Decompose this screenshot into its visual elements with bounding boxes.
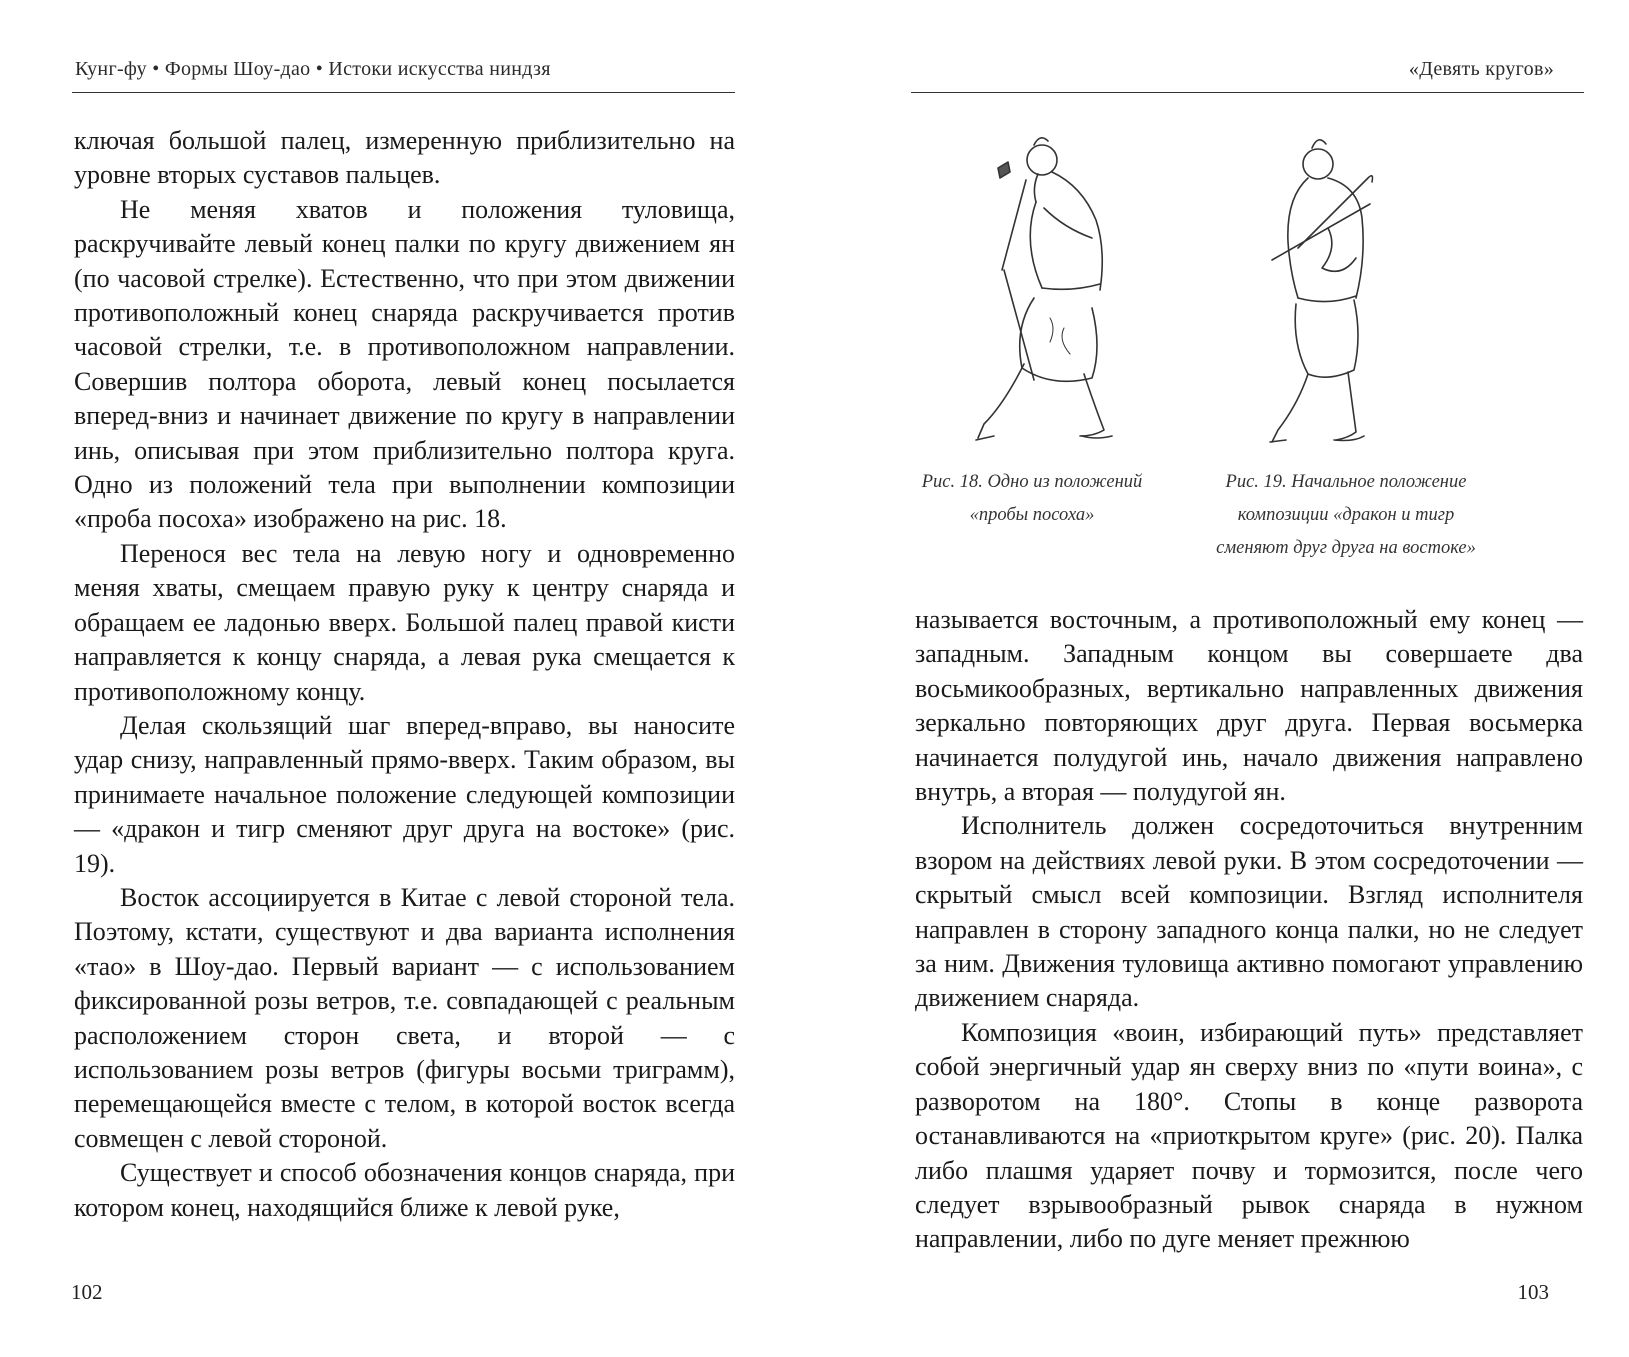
page-number: 102 — [71, 1280, 103, 1304]
left-page — [0, 0, 800, 1357]
header-rule — [72, 92, 735, 93]
paragraph: Существует и способ обозначения концов снаряда, при котором конец, находящийся ближе к левой руке, — [74, 1158, 735, 1222]
paragraph: Композиция «воин, избирающий путь» представляет собой энергичный удар ян сверху вниз по «пути воина», с разворотом на 180°. Стопы в конце разворота останавливаются на «приоткрытом круге» (рис. 20). Палка либо плашмя ударяет почву и тормозится, после чего следует взрывообразный рывок снаряда в нужном направлении, либо по дуге меняет прежнюю — [915, 1017, 1583, 1254]
caption-line: «пробы посоха» — [969, 505, 1095, 525]
paragraph: Перенося вес тела на левую ногу и одновременно меняя хваты, смещаем правую руку к центру снаряда и обращаем ее ладонью вверх. Большой палец правой кисти направляется к концу снаряда, а левая рука смещается к противоположному концу. — [74, 538, 735, 706]
caption-line: Рис. 18. Одно из положений — [921, 472, 1143, 492]
right-page — [800, 0, 1629, 1357]
figure-19-caption — [1198, 466, 1494, 565]
caption-line: Рис. 19. Начальное положение — [1225, 472, 1467, 492]
figure-18-illustration — [964, 128, 1154, 448]
paragraph: Исполнитель должен сосредоточиться внутренним взором на действиях левой руки. В этом сосредоточении —скрытый смысл всей композиции. Взгляд исполнителя направлен в сторону западного конца палки, но не следует за ним. Движения туловища активно помогают управлению движением снаряда. — [915, 811, 1583, 1013]
caption-line: композиции «дракон и тигр — [1237, 505, 1455, 525]
figure-18-caption — [890, 466, 1174, 532]
paragraph: ключая большой палец, измеренную приблизительно на уровне вторых суставов пальцев. — [74, 126, 735, 190]
page-number: 103 — [1517, 1280, 1549, 1304]
body-text — [915, 603, 1583, 1257]
paragraph: Не меняя хватов и положения туловища, раскручивайте левый конец палки по кругу движением ян (по часовой стрелке). Естественно, что при этом движении противоположный конец снаряда раскручивается против часовой стрелки, т.е. в противоположном направлении. Совершив полтора оборота, левый конец посылается вперед-вниз и начинает движение по кругу в направлении инь, описывая при этом приблизительно полтора круга. Одно из положений тела при выполнении композиции «проба посоха» изображено на рис. 18. — [74, 194, 735, 534]
body-text — [74, 124, 735, 1225]
figure-19-illustration — [1268, 128, 1418, 448]
running-head: Кунг-фу • Формы Шоу-дао • Истоки искусства ниндзя — [75, 58, 551, 80]
running-head: «Девять кругов» — [1408, 58, 1554, 80]
paragraph: Делая скользящий шаг вперед-вправо, вы наносите удар снизу, направленный прямо-вверх. Таким образом, вы принимаете начальное положение следующей композиции — «дракон и тигр сменяют друг друга на востоке» (рис. 19). — [74, 710, 735, 878]
paragraph: Восток ассоциируется в Китае с левой стороной тела. Поэтому, кстати, существуют и два варианта исполнения «тао» в Шоу-дао. Первый вариант — с использованием фиксированной розы ветров, т.е. совпадающей с реальным расположением сторон света, и второй — с использованием розы ветров (фигуры восьми триграмм), перемещающейся вместе с телом, в которой восток всегда совмещен с левой стороной. — [74, 882, 735, 1153]
header-rule — [911, 92, 1584, 93]
caption-line: сменяют друг друга на востоке» — [1216, 538, 1476, 558]
paragraph: называется восточным, а противоположный ему конец — западным. Западным концом вы совершаете два восьмикообразных, вертикально направленных движения зеркально повторяющих друг друга. Первая восьмерка начинается полудугой инь, начало движения направлено внутрь, а вторая — полудугой ян. — [915, 605, 1583, 807]
